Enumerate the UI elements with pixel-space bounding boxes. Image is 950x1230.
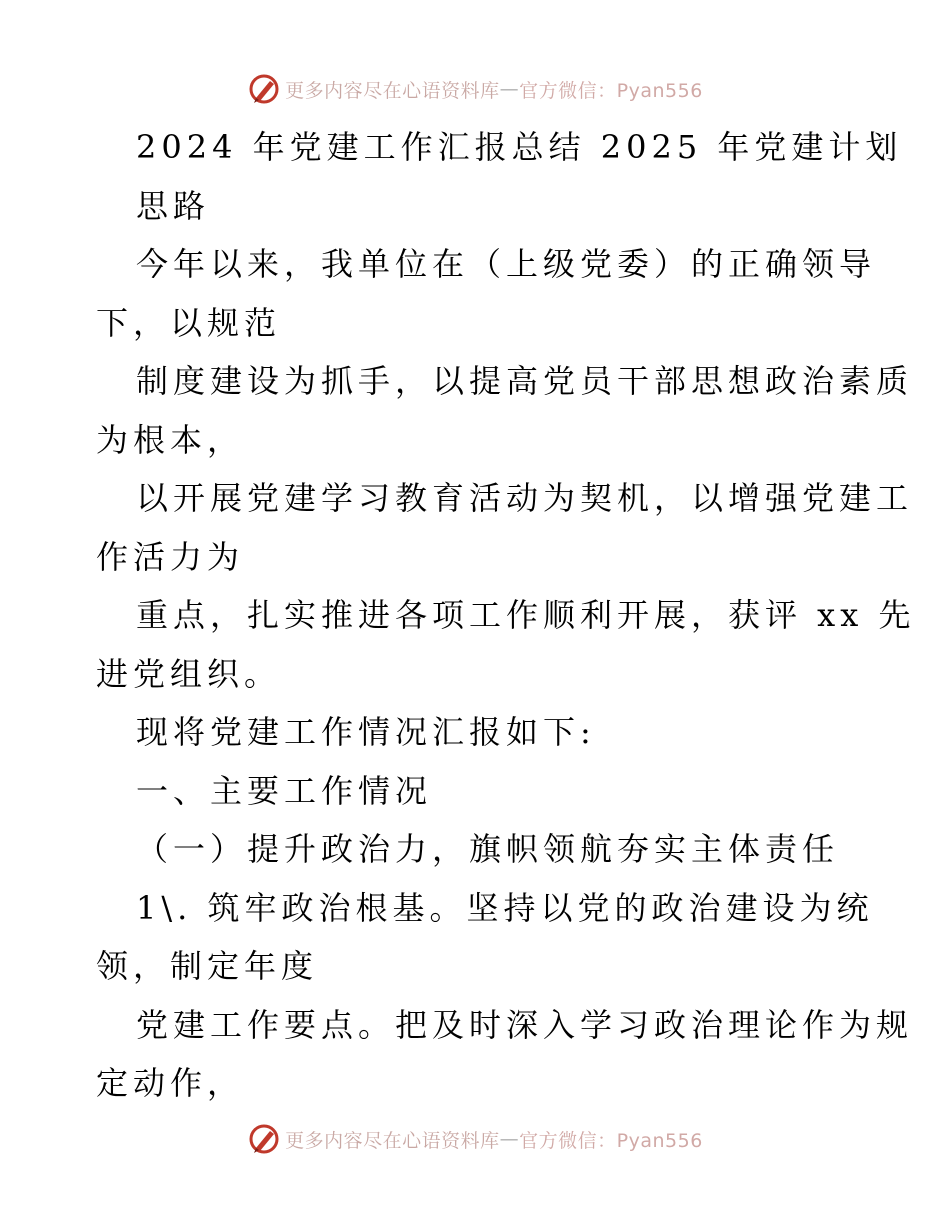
doc-line: 1\. 筑牢政治根基。坚持以党的政治建设为统	[136, 888, 874, 927]
doc-line: 思路	[136, 186, 211, 225]
doc-line: 一、主要工作情况	[136, 771, 433, 810]
doc-line: 进党组织。	[96, 654, 282, 693]
pen-circle-logo-icon	[247, 1122, 281, 1156]
header-watermark	[0, 72, 950, 106]
doc-line: 定动作，	[96, 1064, 245, 1102]
watermark-dash: —	[499, 78, 520, 100]
doc-line: 以开展党建学习教育活动为契机，以增强党建工	[136, 479, 914, 517]
watermark-main-text: 更多内容尽在心语资料库	[285, 1129, 500, 1152]
doc-line: 领，制定年度	[96, 947, 319, 985]
watermark-wechat-text: 官方微信：Pyan556	[519, 1129, 703, 1152]
pen-circle-logo-icon	[247, 72, 281, 106]
doc-line: 2024 年党建工作汇报总结 2025 年党建计划	[136, 128, 903, 166]
doc-line: 今年以来，我单位在（上级党委）的正确领导	[136, 245, 877, 283]
doc-line: 现将党建工作情况汇报如下:	[136, 713, 596, 751]
doc-line: 为根本，	[96, 420, 245, 459]
doc-line: 制度建设为抓手，以提高党员干部思想政治素质	[136, 362, 914, 400]
watermark-wechat-text: 官方微信：Pyan556	[519, 79, 703, 102]
doc-line: 重点，扎实推进各项工作顺利开展，获评 xx 先	[136, 596, 916, 634]
doc-line: 党建工作要点。把及时深入学习政治理论作为规	[136, 1005, 914, 1044]
doc-line: 作活力为	[96, 537, 245, 576]
footer-watermark	[0, 1122, 950, 1156]
document-body	[96, 118, 916, 1113]
watermark-main-text: 更多内容尽在心语资料库	[285, 79, 500, 102]
doc-line: 下，以规范	[96, 303, 282, 342]
watermark-dash: —	[499, 1128, 520, 1150]
doc-line: （一）提升政治力，旗帜领航夯实主体责任	[136, 830, 840, 868]
